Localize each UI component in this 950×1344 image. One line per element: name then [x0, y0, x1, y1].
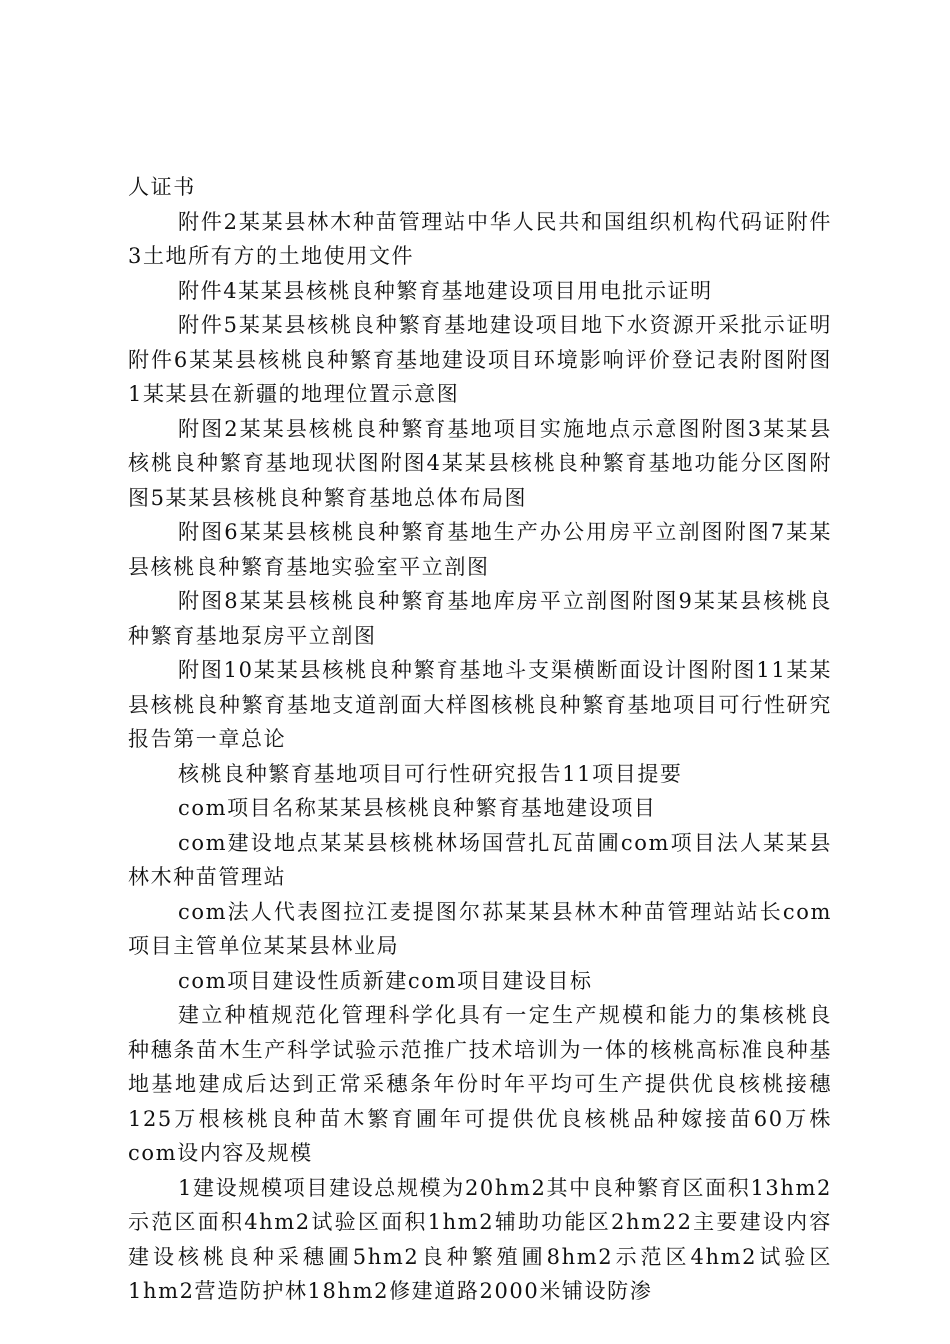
- paragraph: 附图10某某县核桃良种繁育基地斗支渠横断面设计图附图11某某县核桃良种繁育基地支道剖面大样图核桃良种繁育基地项目可行性研究报告第一章总论: [128, 658, 832, 751]
- document-body: [128, 170, 832, 1309]
- paragraph: 附图2某某县核桃良种繁育基地项目实施地点示意图附图3某某县核桃良种繁育基地现状图附图4某某县核桃良种繁育基地功能分区图附图5某某县核桃良种繁育基地总体布局图: [128, 416, 832, 510]
- paragraph: com项目建设性质新建com项目建设目标: [178, 968, 593, 993]
- paragraph: 附件5某某县核桃良种繁育基地建设项目地下水资源开采批示证明附件6某某县核桃良种繁育基地建设项目环境影响评价登记表附图附图1某某县在新疆的地理位置示意图: [128, 313, 832, 406]
- paragraph: 附图8某某县核桃良种繁育基地库房平立剖图附图9某某县核桃良种繁育基地泵房平立剖图: [128, 589, 832, 648]
- paragraph: 建立种植规范化管理科学化具有一定生产规模和能力的集核桃良种穗条苗木生产科学试验示范推广技术培训为一体的核桃高标准良种基地基地建成后达到正常采穗条年份时年平均可生产提供优良核桃接穗125万根核桃良种苗木繁育圃年可提供优良核桃品种嫁接苗60万株com设内容及规模: [128, 1003, 832, 1165]
- paragraph: com项目名称某某县核桃良种繁育基地建设项目: [178, 796, 657, 820]
- paragraph: com建设地点某某县核桃林场国营扎瓦苗圃com项目法人某某县林木种苗管理站: [128, 830, 832, 889]
- paragraph: 1建设规模项目建设总规模为20hm2其中良种繁育区面积13hm2示范区面积4hm2试验区面积1hm2辅助功能区2hm22主要建设内容建设核桃良种采穗圃5hm2良种繁殖圃8hm2示范区4hm2试验区1hm2营造防护林18hm2修建道路2000米铺设防渗: [128, 1175, 832, 1303]
- paragraph: 附件2某某县林木种苗管理站中华人民共和国组织机构代码证附件3土地所有方的土地使用文件: [128, 209, 832, 268]
- paragraph: 核桃良种繁育基地项目可行性研究报告11项目提要: [178, 761, 683, 786]
- paragraph: 人证书: [128, 175, 196, 199]
- paragraph: 附图6某某县核桃良种繁育基地生产办公用房平立剖图附图7某某县核桃良种繁育基地实验室平立剖图: [128, 520, 832, 579]
- paragraph: 附件4某某县核桃良种繁育基地建设项目用电批示证明: [178, 278, 713, 303]
- paragraph: com法人代表图拉江麦提图尔荪某某县林木种苗管理站站长com项目主管单位某某县林业局: [128, 899, 832, 958]
